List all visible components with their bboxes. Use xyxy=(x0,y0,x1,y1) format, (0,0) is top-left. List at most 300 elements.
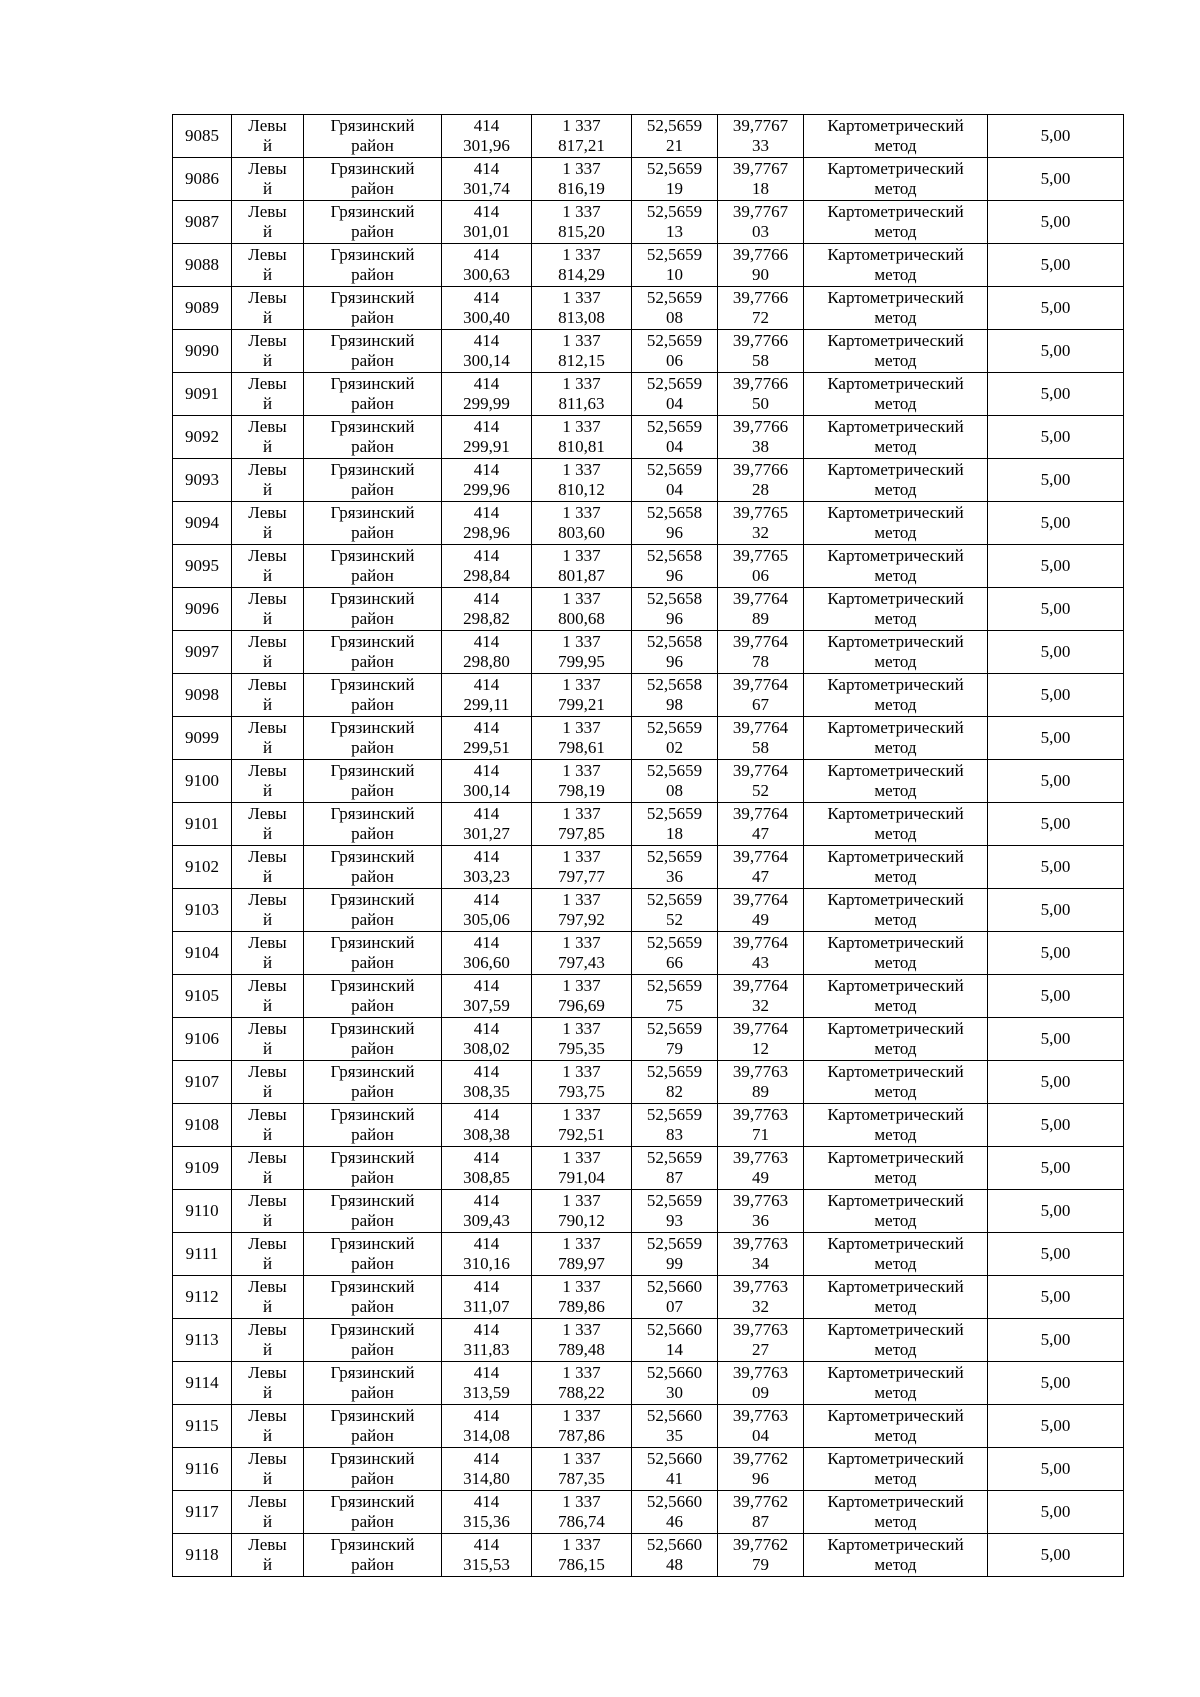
district-cell xyxy=(304,502,442,545)
longitude-cell xyxy=(718,1061,804,1104)
side-cell xyxy=(232,1405,304,1448)
district-cell xyxy=(304,1405,442,1448)
y-coordinate-cell xyxy=(532,1018,632,1061)
y-coordinate-line-1: 1 337 xyxy=(562,675,601,694)
longitude-line-2: 90 xyxy=(752,265,769,284)
point-number-cell xyxy=(173,1147,232,1190)
longitude-line-1: 39,7766 xyxy=(732,374,789,393)
latitude-line-1: 52,5659 xyxy=(646,847,703,866)
y-coordinate-cell xyxy=(532,1491,632,1534)
side-line-1: Левы xyxy=(248,503,287,522)
district-cell xyxy=(304,1491,442,1534)
x-coordinate-line-2: 298,84 xyxy=(463,566,510,585)
y-coordinate-cell xyxy=(532,1276,632,1319)
y-coordinate-cell xyxy=(532,459,632,502)
district-cell xyxy=(304,1319,442,1362)
district-line-1: Грязинский xyxy=(330,632,415,651)
longitude-cell xyxy=(718,1405,804,1448)
side-cell xyxy=(232,1276,304,1319)
y-coordinate-line-1: 1 337 xyxy=(562,116,601,135)
latitude-line-1: 52,5659 xyxy=(646,1062,703,1081)
accuracy-value: 5,00 xyxy=(1040,1373,1071,1392)
accuracy-value: 5,00 xyxy=(1040,427,1071,446)
longitude-line-1: 39,7763 xyxy=(732,1148,789,1167)
x-coordinate-cell xyxy=(442,717,532,760)
district-cell xyxy=(304,674,442,717)
y-coordinate-line-1: 1 337 xyxy=(562,1105,601,1124)
latitude-line-1: 52,5659 xyxy=(646,890,703,909)
point-number: 9093 xyxy=(185,470,219,489)
method-cell xyxy=(804,115,988,158)
accuracy-cell xyxy=(988,1448,1124,1491)
x-coordinate-line-1: 414 xyxy=(473,589,500,608)
latitude-cell xyxy=(632,717,718,760)
y-coordinate-cell xyxy=(532,115,632,158)
accuracy-value: 5,00 xyxy=(1040,900,1071,919)
method-cell xyxy=(804,1448,988,1491)
table-row xyxy=(173,1018,1124,1061)
point-number: 9089 xyxy=(185,298,219,317)
y-coordinate-line-1: 1 337 xyxy=(562,933,601,952)
longitude-line-1: 39,7766 xyxy=(732,460,789,479)
latitude-line-2: 04 xyxy=(666,394,683,413)
side-cell xyxy=(232,846,304,889)
longitude-cell xyxy=(718,588,804,631)
point-number-cell xyxy=(173,158,232,201)
side-cell xyxy=(232,244,304,287)
longitude-line-2: 72 xyxy=(752,308,769,327)
x-coordinate-line-1: 414 xyxy=(473,1234,500,1253)
side-cell xyxy=(232,459,304,502)
y-coordinate-line-1: 1 337 xyxy=(562,460,601,479)
district-cell xyxy=(304,1534,442,1577)
longitude-line-1: 39,7765 xyxy=(732,503,789,522)
accuracy-cell xyxy=(988,115,1124,158)
point-number-cell xyxy=(173,760,232,803)
method-cell xyxy=(804,1534,988,1577)
longitude-line-2: 49 xyxy=(752,910,769,929)
method-line-2: метод xyxy=(874,609,917,628)
longitude-cell xyxy=(718,201,804,244)
longitude-line-2: 49 xyxy=(752,1168,769,1187)
district-line-1: Грязинский xyxy=(330,718,415,737)
method-line-2: метод xyxy=(874,781,917,800)
accuracy-cell xyxy=(988,502,1124,545)
y-coordinate-cell xyxy=(532,416,632,459)
y-coordinate-line-1: 1 337 xyxy=(562,1191,601,1210)
district-line-1: Грязинский xyxy=(330,1019,415,1038)
x-coordinate-line-2: 311,07 xyxy=(463,1297,510,1316)
accuracy-value: 5,00 xyxy=(1040,986,1071,1005)
x-coordinate-line-2: 314,08 xyxy=(463,1426,510,1445)
longitude-cell xyxy=(718,1190,804,1233)
district-line-2: район xyxy=(351,867,394,886)
district-line-2: район xyxy=(351,566,394,585)
district-line-1: Грязинский xyxy=(330,890,415,909)
longitude-line-1: 39,7764 xyxy=(732,632,789,651)
table-row xyxy=(173,201,1124,244)
latitude-cell xyxy=(632,459,718,502)
point-number: 9118 xyxy=(185,1545,219,1564)
method-cell xyxy=(804,330,988,373)
method-cell xyxy=(804,158,988,201)
longitude-line-2: 32 xyxy=(752,1297,769,1316)
method-line-1: Картометрический xyxy=(827,675,964,694)
y-coordinate-cell xyxy=(532,201,632,244)
accuracy-value: 5,00 xyxy=(1040,943,1071,962)
point-number-cell xyxy=(173,588,232,631)
y-coordinate-line-2: 789,86 xyxy=(558,1297,605,1316)
table-row xyxy=(173,115,1124,158)
method-line-2: метод xyxy=(874,695,917,714)
accuracy-value: 5,00 xyxy=(1040,685,1071,704)
longitude-cell xyxy=(718,717,804,760)
side-line-1: Левы xyxy=(248,1105,287,1124)
latitude-cell xyxy=(632,1233,718,1276)
latitude-line-1: 52,5659 xyxy=(646,804,703,823)
point-number-cell xyxy=(173,244,232,287)
district-line-1: Грязинский xyxy=(330,116,415,135)
x-coordinate-line-1: 414 xyxy=(473,847,500,866)
side-line-1: Левы xyxy=(248,374,287,393)
side-line-2: й xyxy=(262,308,273,327)
method-cell xyxy=(804,1018,988,1061)
method-line-1: Картометрический xyxy=(827,1277,964,1296)
longitude-line-1: 39,7766 xyxy=(732,417,789,436)
method-line-2: метод xyxy=(874,222,917,241)
accuracy-cell xyxy=(988,588,1124,631)
y-coordinate-line-1: 1 337 xyxy=(562,1449,601,1468)
latitude-cell xyxy=(632,201,718,244)
accuracy-value: 5,00 xyxy=(1040,1201,1071,1220)
latitude-line-2: 18 xyxy=(666,824,683,843)
table-row xyxy=(173,545,1124,588)
table-row xyxy=(173,1061,1124,1104)
y-coordinate-line-2: 800,68 xyxy=(558,609,605,628)
accuracy-cell xyxy=(988,201,1124,244)
latitude-cell xyxy=(632,1491,718,1534)
latitude-line-1: 52,5659 xyxy=(646,1191,703,1210)
y-coordinate-line-2: 801,87 xyxy=(558,566,605,585)
longitude-line-1: 39,7764 xyxy=(732,933,789,952)
accuracy-value: 5,00 xyxy=(1040,814,1071,833)
y-coordinate-line-2: 811,63 xyxy=(558,394,605,413)
accuracy-cell xyxy=(988,717,1124,760)
district-line-2: район xyxy=(351,1297,394,1316)
method-cell xyxy=(804,1319,988,1362)
table-row xyxy=(173,287,1124,330)
point-number-cell xyxy=(173,975,232,1018)
accuracy-cell xyxy=(988,1061,1124,1104)
x-coordinate-line-1: 414 xyxy=(473,417,500,436)
x-coordinate-line-1: 414 xyxy=(473,1191,500,1210)
point-number: 9101 xyxy=(185,814,219,833)
y-coordinate-cell xyxy=(532,1405,632,1448)
method-line-1: Картометрический xyxy=(827,1148,964,1167)
accuracy-value: 5,00 xyxy=(1040,1287,1071,1306)
district-line-1: Грязинский xyxy=(330,159,415,178)
x-coordinate-cell xyxy=(442,1276,532,1319)
district-cell xyxy=(304,1061,442,1104)
y-coordinate-line-1: 1 337 xyxy=(562,1320,601,1339)
x-coordinate-cell xyxy=(442,1319,532,1362)
side-cell xyxy=(232,1061,304,1104)
x-coordinate-cell xyxy=(442,803,532,846)
point-number-cell xyxy=(173,717,232,760)
district-line-2: район xyxy=(351,1383,394,1402)
district-cell xyxy=(304,889,442,932)
side-line-2: й xyxy=(262,953,273,972)
accuracy-value: 5,00 xyxy=(1040,1244,1071,1263)
side-line-2: й xyxy=(262,781,273,800)
side-line-2: й xyxy=(262,480,273,499)
table-row xyxy=(173,1276,1124,1319)
district-line-2: район xyxy=(351,1168,394,1187)
longitude-line-2: 27 xyxy=(752,1340,769,1359)
point-number-cell xyxy=(173,1190,232,1233)
accuracy-value: 5,00 xyxy=(1040,1072,1071,1091)
side-line-2: й xyxy=(262,652,273,671)
side-line-1: Левы xyxy=(248,976,287,995)
x-coordinate-cell xyxy=(442,244,532,287)
y-coordinate-line-1: 1 337 xyxy=(562,374,601,393)
point-number-cell xyxy=(173,889,232,932)
x-coordinate-line-2: 300,40 xyxy=(463,308,510,327)
table-row xyxy=(173,1190,1124,1233)
point-number: 9094 xyxy=(185,513,219,532)
x-coordinate-cell xyxy=(442,674,532,717)
latitude-line-1: 52,5659 xyxy=(646,374,703,393)
point-number-cell xyxy=(173,502,232,545)
longitude-line-2: 47 xyxy=(752,824,769,843)
latitude-line-1: 52,5660 xyxy=(646,1406,703,1425)
y-coordinate-line-1: 1 337 xyxy=(562,1406,601,1425)
latitude-line-1: 52,5659 xyxy=(646,417,703,436)
y-coordinate-cell xyxy=(532,1147,632,1190)
district-cell xyxy=(304,244,442,287)
longitude-line-2: 04 xyxy=(752,1426,769,1445)
district-line-2: район xyxy=(351,609,394,628)
accuracy-value: 5,00 xyxy=(1040,1416,1071,1435)
side-line-1: Левы xyxy=(248,890,287,909)
longitude-cell xyxy=(718,631,804,674)
side-cell xyxy=(232,631,304,674)
x-coordinate-line-2: 299,11 xyxy=(463,695,510,714)
x-coordinate-line-1: 414 xyxy=(473,503,500,522)
longitude-line-1: 39,7763 xyxy=(732,1191,789,1210)
y-coordinate-line-2: 799,95 xyxy=(558,652,605,671)
x-coordinate-line-2: 298,82 xyxy=(463,609,510,628)
latitude-cell xyxy=(632,1362,718,1405)
side-cell xyxy=(232,588,304,631)
latitude-line-2: 14 xyxy=(666,1340,683,1359)
latitude-line-2: 08 xyxy=(666,781,683,800)
method-line-1: Картометрический xyxy=(827,1234,964,1253)
latitude-line-2: 02 xyxy=(666,738,683,757)
district-line-2: район xyxy=(351,136,394,155)
longitude-line-2: 43 xyxy=(752,953,769,972)
accuracy-cell xyxy=(988,1534,1124,1577)
district-line-2: район xyxy=(351,996,394,1015)
method-line-1: Картометрический xyxy=(827,1320,964,1339)
district-line-1: Грязинский xyxy=(330,374,415,393)
y-coordinate-cell xyxy=(532,1190,632,1233)
accuracy-cell xyxy=(988,932,1124,975)
table-row xyxy=(173,244,1124,287)
x-coordinate-cell xyxy=(442,1362,532,1405)
method-line-2: метод xyxy=(874,1168,917,1187)
side-line-1: Левы xyxy=(248,933,287,952)
side-line-1: Левы xyxy=(248,245,287,264)
y-coordinate-line-2: 799,21 xyxy=(558,695,605,714)
district-line-2: район xyxy=(351,1426,394,1445)
point-number-cell xyxy=(173,1061,232,1104)
y-coordinate-line-2: 798,19 xyxy=(558,781,605,800)
side-line-1: Левы xyxy=(248,1449,287,1468)
longitude-line-1: 39,7764 xyxy=(732,804,789,823)
side-cell xyxy=(232,115,304,158)
latitude-line-2: 30 xyxy=(666,1383,683,1402)
accuracy-cell xyxy=(988,1276,1124,1319)
x-coordinate-line-2: 301,96 xyxy=(463,136,510,155)
y-coordinate-line-1: 1 337 xyxy=(562,1062,601,1081)
district-cell xyxy=(304,717,442,760)
accuracy-cell xyxy=(988,158,1124,201)
method-cell xyxy=(804,1362,988,1405)
district-cell xyxy=(304,1276,442,1319)
district-line-1: Грязинский xyxy=(330,589,415,608)
district-line-2: район xyxy=(351,1555,394,1574)
y-coordinate-cell xyxy=(532,545,632,588)
accuracy-value: 5,00 xyxy=(1040,556,1071,575)
latitude-line-1: 52,5659 xyxy=(646,761,703,780)
side-cell xyxy=(232,373,304,416)
district-cell xyxy=(304,373,442,416)
x-coordinate-line-1: 414 xyxy=(473,1406,500,1425)
x-coordinate-line-1: 414 xyxy=(473,1320,500,1339)
y-coordinate-line-1: 1 337 xyxy=(562,1492,601,1511)
district-cell xyxy=(304,760,442,803)
district-line-1: Грязинский xyxy=(330,1062,415,1081)
longitude-cell xyxy=(718,674,804,717)
longitude-cell xyxy=(718,373,804,416)
district-line-1: Грязинский xyxy=(330,1234,415,1253)
latitude-line-2: 96 xyxy=(666,566,683,585)
point-number-cell xyxy=(173,932,232,975)
method-line-2: метод xyxy=(874,738,917,757)
district-line-2: район xyxy=(351,523,394,542)
district-cell xyxy=(304,803,442,846)
district-cell xyxy=(304,1190,442,1233)
y-coordinate-cell xyxy=(532,846,632,889)
accuracy-value: 5,00 xyxy=(1040,771,1071,790)
longitude-line-2: 28 xyxy=(752,480,769,499)
longitude-line-1: 39,7763 xyxy=(732,1320,789,1339)
side-line-2: й xyxy=(262,566,273,585)
side-line-1: Левы xyxy=(248,417,287,436)
point-number-cell xyxy=(173,1104,232,1147)
y-coordinate-line-1: 1 337 xyxy=(562,159,601,178)
x-coordinate-cell xyxy=(442,932,532,975)
method-line-1: Картометрический xyxy=(827,933,964,952)
longitude-line-1: 39,7764 xyxy=(732,718,789,737)
method-line-2: метод xyxy=(874,351,917,370)
longitude-line-2: 58 xyxy=(752,351,769,370)
method-line-2: метод xyxy=(874,1426,917,1445)
longitude-line-1: 39,7762 xyxy=(732,1535,789,1554)
longitude-line-1: 39,7762 xyxy=(732,1449,789,1468)
side-line-2: й xyxy=(262,609,273,628)
district-cell xyxy=(304,330,442,373)
latitude-line-1: 52,5658 xyxy=(646,589,703,608)
point-number-cell xyxy=(173,803,232,846)
method-cell xyxy=(804,846,988,889)
x-coordinate-line-2: 311,83 xyxy=(463,1340,510,1359)
y-coordinate-cell xyxy=(532,287,632,330)
x-coordinate-line-1: 414 xyxy=(473,1019,500,1038)
point-number: 9106 xyxy=(185,1029,219,1048)
side-line-2: й xyxy=(262,867,273,886)
y-coordinate-line-2: 789,97 xyxy=(558,1254,605,1273)
y-coordinate-line-2: 797,43 xyxy=(558,953,605,972)
method-line-1: Картометрический xyxy=(827,417,964,436)
side-cell xyxy=(232,158,304,201)
side-cell xyxy=(232,1018,304,1061)
district-line-2: район xyxy=(351,1211,394,1230)
method-line-2: метод xyxy=(874,1340,917,1359)
x-coordinate-line-1: 414 xyxy=(473,460,500,479)
side-line-2: й xyxy=(262,523,273,542)
longitude-line-1: 39,7763 xyxy=(732,1105,789,1124)
point-number-cell xyxy=(173,674,232,717)
y-coordinate-line-2: 817,21 xyxy=(558,136,605,155)
latitude-line-1: 52,5659 xyxy=(646,116,703,135)
y-coordinate-line-2: 786,74 xyxy=(558,1512,605,1531)
table-row xyxy=(173,502,1124,545)
method-line-1: Картометрический xyxy=(827,1406,964,1425)
district-cell xyxy=(304,416,442,459)
latitude-cell xyxy=(632,1147,718,1190)
district-line-1: Грязинский xyxy=(330,1105,415,1124)
y-coordinate-line-1: 1 337 xyxy=(562,890,601,909)
point-number: 9105 xyxy=(185,986,219,1005)
y-coordinate-line-2: 815,20 xyxy=(558,222,605,241)
method-line-2: метод xyxy=(874,1254,917,1273)
method-cell xyxy=(804,1233,988,1276)
district-line-2: район xyxy=(351,695,394,714)
accuracy-value: 5,00 xyxy=(1040,341,1071,360)
latitude-cell xyxy=(632,1104,718,1147)
district-line-1: Грязинский xyxy=(330,1363,415,1382)
accuracy-cell xyxy=(988,846,1124,889)
longitude-line-1: 39,7763 xyxy=(732,1234,789,1253)
longitude-line-2: 12 xyxy=(752,1039,769,1058)
district-cell xyxy=(304,1362,442,1405)
latitude-cell xyxy=(632,115,718,158)
side-line-1: Левы xyxy=(248,202,287,221)
x-coordinate-line-1: 414 xyxy=(473,374,500,393)
longitude-line-2: 79 xyxy=(752,1555,769,1574)
table-row xyxy=(173,1233,1124,1276)
method-line-2: метод xyxy=(874,394,917,413)
method-line-1: Картометрический xyxy=(827,331,964,350)
x-coordinate-cell xyxy=(442,459,532,502)
longitude-line-1: 39,7764 xyxy=(732,976,789,995)
y-coordinate-cell xyxy=(532,889,632,932)
x-coordinate-line-2: 303,23 xyxy=(463,867,510,886)
method-line-1: Картометрический xyxy=(827,202,964,221)
method-line-2: метод xyxy=(874,566,917,585)
